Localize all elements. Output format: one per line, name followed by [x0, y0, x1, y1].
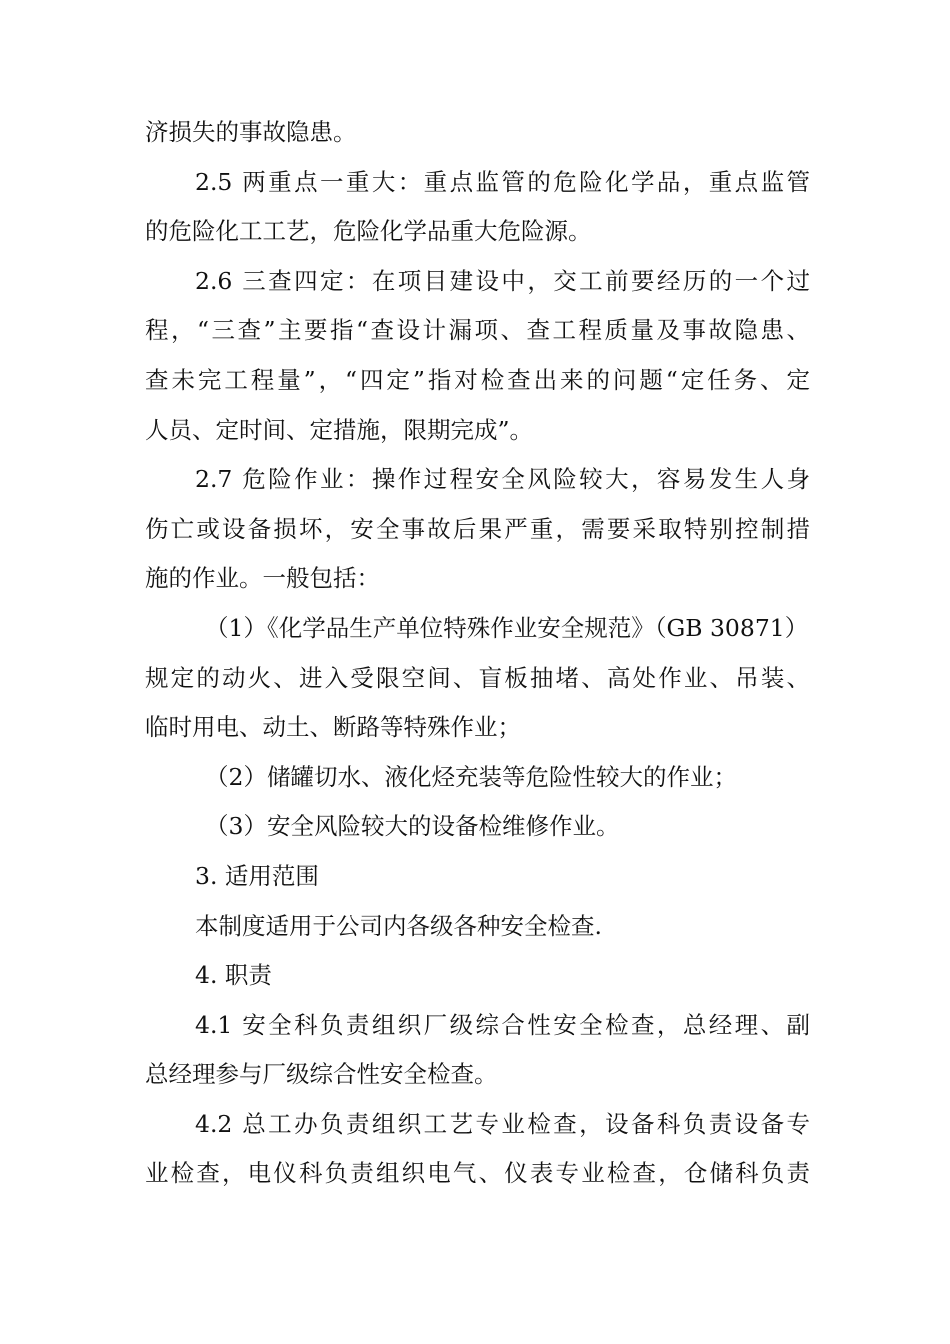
text-line: 的危险化工工艺，危险化学品重大危险源。	[145, 217, 592, 246]
section-3-heading: 3. 适用范围	[195, 861, 319, 890]
text-line: 业检查，电仪科负责组织电气、仪表专业检查，仓储科负责	[145, 1159, 810, 1188]
list-item-1-line: （1）《化学品生产单位特殊作业安全规范》（GB 30871）	[205, 613, 809, 642]
section-2-6-heading-line: 2.6 三查四定：在项目建设中，交工前要经历的一个过	[195, 266, 810, 295]
text-line: 人员、定时间、定措施，限期完成”。	[145, 415, 534, 444]
section-4-2-heading-line: 4.2 总工办负责组织工艺专业检查，设备科负责设备专	[195, 1109, 810, 1138]
list-item-2-line: （2）储罐切水、液化烃充装等危险性较大的作业；	[205, 762, 737, 791]
text-line: 临时用电、动土、断路等特殊作业；	[145, 713, 521, 742]
list-item-3-line: （3）安全风险较大的设备检维修作业。	[205, 812, 620, 841]
section-4-1-heading-line: 4.1 安全科负责组织厂级综合性安全检查，总经理、副	[195, 1010, 810, 1039]
text-line: 查未完工程量”，“四定”指对检查出来的问题“定任务、定	[145, 365, 810, 394]
text-line: 程，“三查”主要指“查设计漏项、查工程质量及事故隐患、	[145, 316, 810, 345]
text-line: 施的作业。一般包括：	[145, 564, 380, 593]
text-line: 总经理参与厂级综合性安全检查。	[145, 1060, 498, 1089]
text-line: 规定的动火、进入受限空间、盲板抽堵、高处作业、吊装、	[145, 663, 810, 692]
section-2-5-heading-line: 2.5 两重点一重大：重点监管的危险化学品，重点监管	[195, 167, 810, 196]
text-line: 济损失的事故隐患。	[145, 118, 357, 146]
text-line: 伤亡或设备损坏，安全事故后果严重，需要采取特别控制措	[145, 514, 810, 543]
document-body	[145, 108, 810, 1199]
section-4-heading: 4. 职责	[195, 961, 272, 990]
section-2-7-heading-line: 2.7 危险作业：操作过程安全风险较大，容易发生人身	[195, 465, 810, 494]
text-line: 本制度适用于公司内各级各种安全检查.	[195, 911, 602, 940]
